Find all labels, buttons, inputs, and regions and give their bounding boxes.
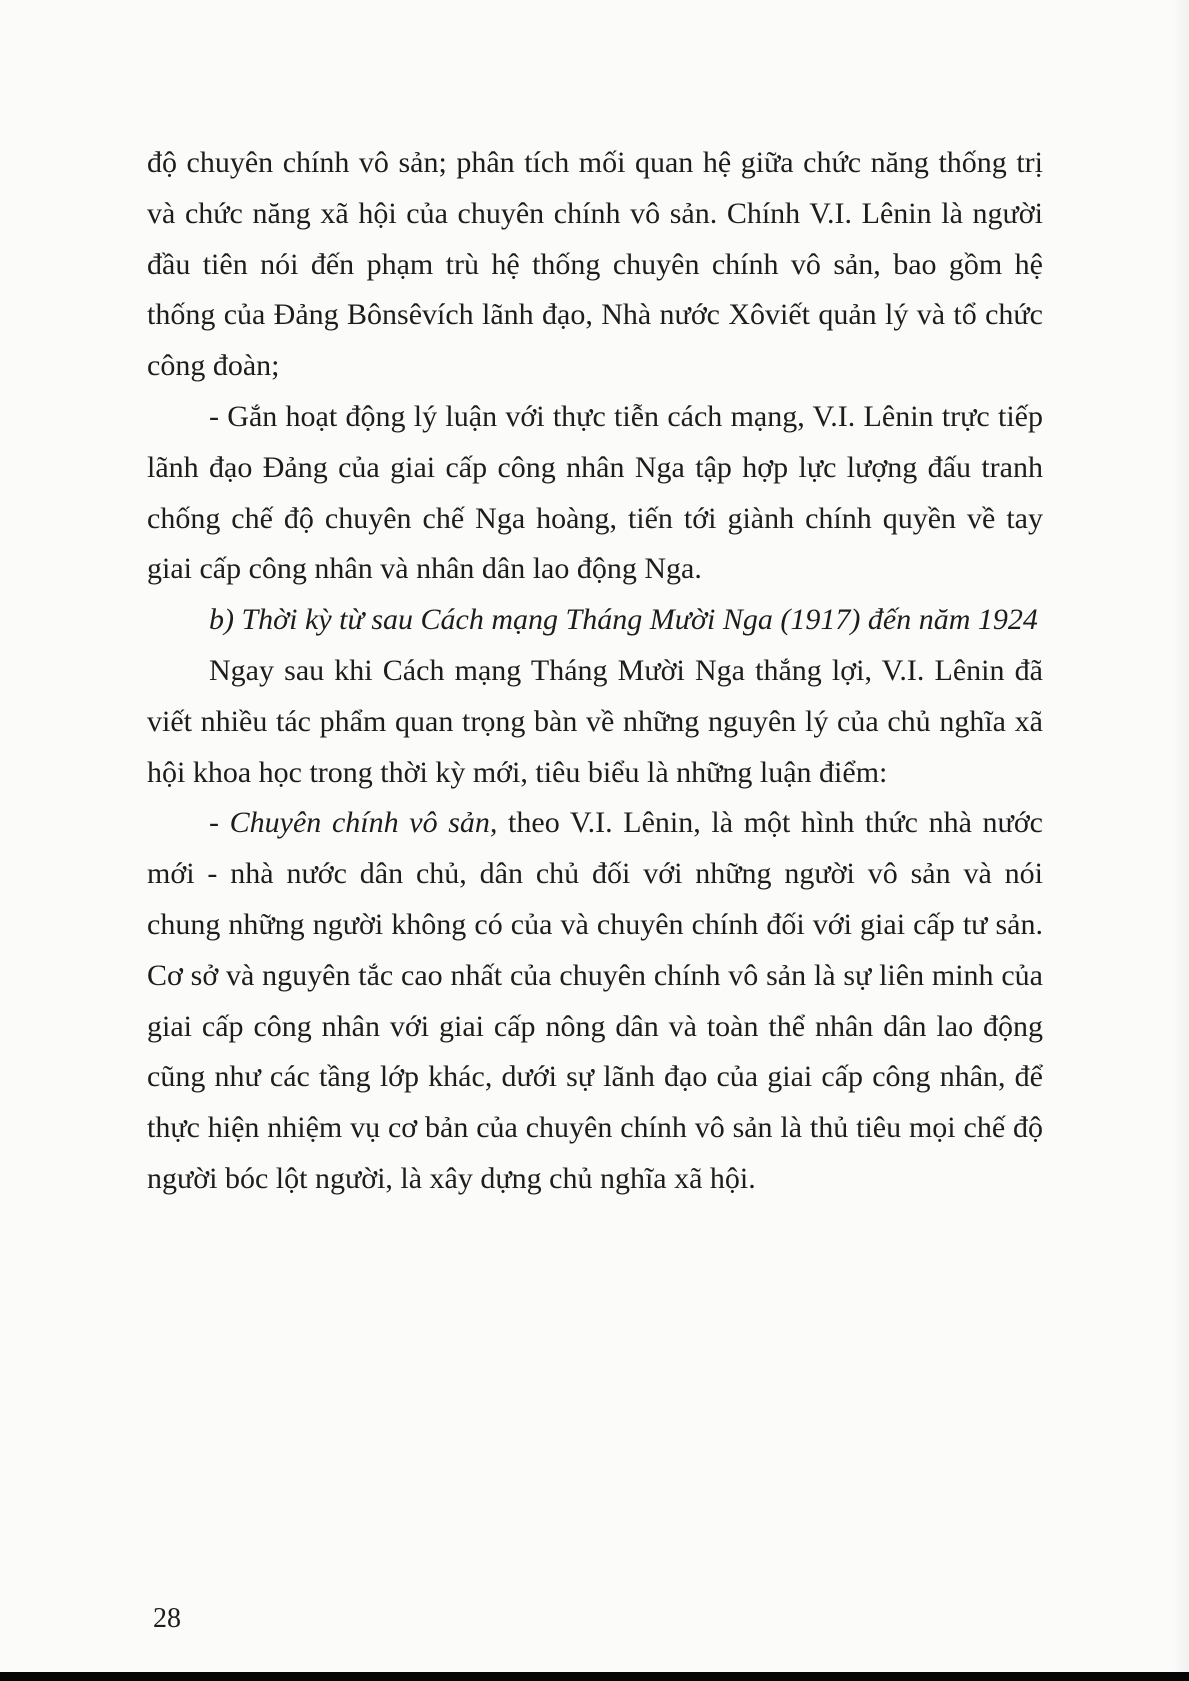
paragraph-text: - Gắn hoạt động lý luận với thực tiễn cách mạng, V.I. Lênin trực tiếp lãnh đạo Đảng của giai cấp công nhân Nga tập hợp lực lượng đấu tranh chống chế độ chuyên chế Nga hoàng, tiến tới giành chính quyền về tay giai cấp công nhân và nhân dân lao động Nga. [147,399,1043,586]
bullet-dash: - [209,806,230,840]
paragraph-text: Ngay sau khi Cách mạng Tháng Mười Nga thắng lợi, V.I. Lênin đã viết nhiều tác phẩm quan trọng bàn về những nguyên lý của chủ nghĩa xã hội khoa học trong thời kỳ mới, tiêu biểu là những luận điểm: [147,653,1043,789]
section-heading-text: b) Thời kỳ từ sau Cách mạng Tháng Mười Nga (1917) đến năm 1924 [209,603,1038,637]
emphasis-term: Chuyên chính vô sản, [229,806,498,840]
paragraph-after-revolution [147,646,1043,798]
section-heading [147,595,1043,646]
body-text [147,138,1043,1205]
page-number: 28 [153,1603,181,1634]
page-edge-shadow [1171,0,1189,1672]
paragraph-continuation [147,138,1043,392]
paragraph-text: độ chuyên chính vô sản; phân tích mối quan hệ giữa chức năng thống trị và chức năng xã hội của chuyên chính vô sản. Chính V.I. Lênin là người đầu tiên nói đến phạm trù hệ thống chuyên chính vô sản, bao gồm hệ thống của Đảng Bônsêvích lãnh đạo, Nhà nước Xôviết quản lý và tổ chức công đoàn; [147,146,1043,383]
paragraph-text: theo V.I. Lênin, là một hình thức nhà nước mới - nhà nước dân chủ, dân chủ đối với những người vô sản và nói chung những người không có của và chuyên chính đối với giai cấp tư sản. Cơ sở và nguyên tắc cao nhất của chuyên chính vô sản là sự liên minh của giai cấp công nhân với giai cấp nông dân và toàn thể nhân dân lao động cũng như các tầng lớp khác, dưới sự lãnh đạo của giai cấp công nhân, để thực hiện nhiệm vụ cơ bản của chuyên chính vô sản là thủ tiêu mọi chế độ người bóc lột người, là xây dựng chủ nghĩa xã hội. [147,806,1043,1195]
paragraph-practice [147,392,1043,595]
scan-bottom-edge [0,1672,1189,1681]
paragraph-dictatorship [147,798,1043,1204]
